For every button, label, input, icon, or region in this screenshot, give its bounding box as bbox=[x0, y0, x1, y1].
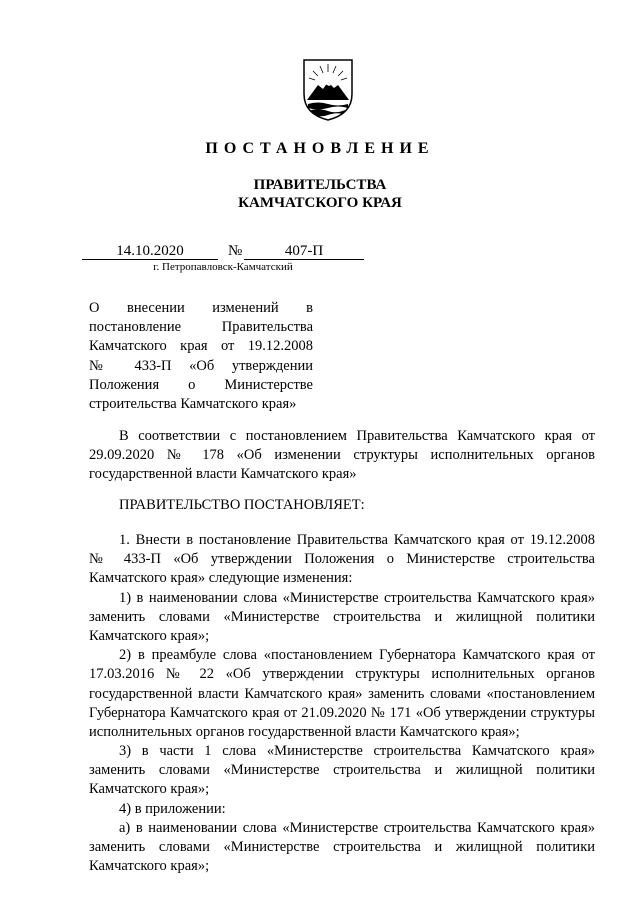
kamchatka-coat-of-arms-icon bbox=[302, 58, 354, 122]
subject-line: постановление Правительства bbox=[89, 319, 313, 336]
text-line: государственной власти Камчатского края» заменить словами «постановлением bbox=[89, 685, 595, 702]
issue-city: г. Петропавловск-Камчатский bbox=[153, 261, 293, 273]
text-line: заменить словами «Министерстве строительства и жилищной политики bbox=[89, 839, 595, 855]
text-line: 1. Внести в постановление Правительства Камчатского края от 19.12.2008 bbox=[119, 532, 595, 548]
text-line: заменить словами «Министерстве строительства и жилищной политики bbox=[89, 762, 595, 779]
preamble-paragraph bbox=[89, 427, 595, 485]
subject-line: строительства Камчатского края» bbox=[89, 396, 297, 413]
text-line: 17.03.2016 № 22 «Об утверждении структуры исполнительных органов bbox=[89, 666, 595, 683]
text-line: а) в наименовании слова «Министерстве строительства Камчатского края» bbox=[119, 819, 595, 836]
text-line: В соответствии с постановлением Правительства Камчатского края от bbox=[119, 428, 595, 444]
subject-line: О внесении изменений в bbox=[89, 300, 313, 316]
text-line: государственной власти Камчатского края» bbox=[89, 466, 357, 483]
text-line: 4) в приложении: bbox=[119, 800, 226, 817]
text-line: 2) в преамбуле слова «постановлением Губернатора Камчатского края от bbox=[119, 647, 595, 664]
resolves-line: ПРАВИТЕЛЬСТВО ПОСТАНОВЛЯЕТ: bbox=[119, 497, 365, 513]
issuer-line-2: КАМЧАТСКОГО КРАЯ bbox=[238, 195, 402, 211]
text-line: исполнительных органов государственной власти Камчатского края»; bbox=[89, 723, 520, 740]
text-line: № 433-П «Об утверждении Положения о Министерстве строительства bbox=[89, 551, 595, 568]
issuer-name bbox=[0, 176, 640, 212]
text-line: Камчатского края»; bbox=[89, 781, 210, 798]
text-line: Камчатского края» следующие изменения: bbox=[89, 570, 353, 587]
number-sign: № bbox=[228, 243, 243, 259]
subject-line: Положения о Министерстве bbox=[89, 376, 313, 393]
issuer-line-1: ПРАВИТЕЛЬСТВА bbox=[253, 177, 387, 193]
text-line: Губернатора Камчатского края от 21.09.2020 № 171 «Об утверждении структуры bbox=[89, 704, 595, 721]
text-line: 29.09.2020 № 178 «Об изменении структуры исполнительных органов bbox=[89, 447, 595, 464]
text-line: заменить словами «Министерстве строительства и жилищной политики bbox=[89, 608, 595, 625]
document-number: 407-П bbox=[244, 244, 364, 260]
document-date: 14.10.2020 bbox=[82, 244, 218, 260]
text-line: 1) в наименовании слова «Министерстве строительства Камчатского края» bbox=[119, 589, 595, 606]
document-subject bbox=[89, 299, 313, 414]
text-line: Камчатского края»; bbox=[89, 858, 210, 875]
text-line: Камчатского края»; bbox=[89, 627, 210, 644]
resolution-body bbox=[89, 531, 595, 876]
text-line: 3) в части 1 слова «Министерстве строительства Камчатского края» bbox=[119, 743, 595, 760]
document-type-heading: ПОСТАНОВЛЕНИЕ bbox=[205, 140, 435, 157]
resolves-paragraph bbox=[89, 496, 595, 515]
subject-line: Камчатского края от 19.12.2008 bbox=[89, 338, 313, 355]
subject-line: № 433-П «Об утверждении bbox=[89, 357, 313, 374]
